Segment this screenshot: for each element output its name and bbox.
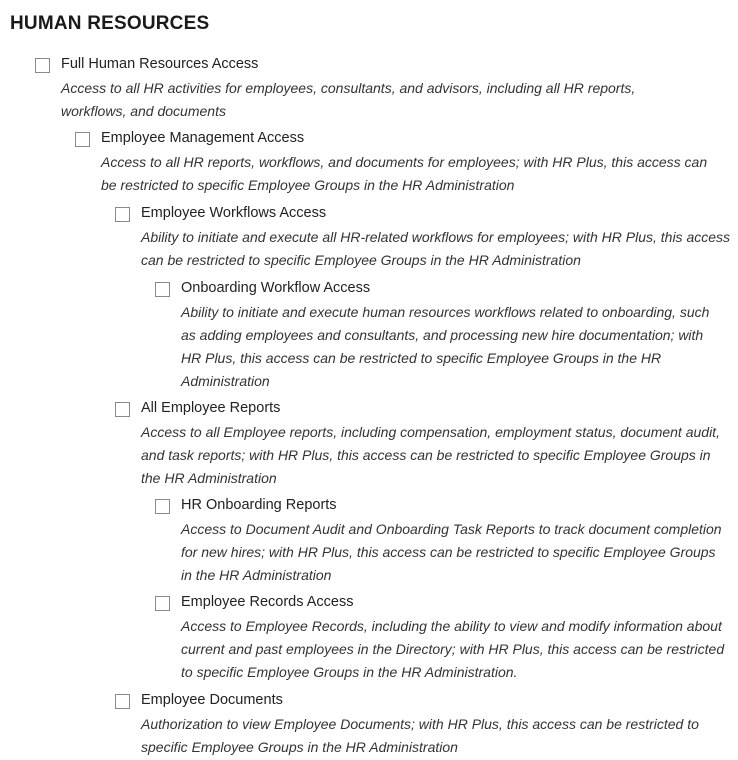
onboarding-workflow-checkbox[interactable]	[155, 282, 170, 297]
employee-documents-checkbox[interactable]	[115, 694, 130, 709]
hr-onboarding-reports-checkbox[interactable]	[155, 499, 170, 514]
all-employee-reports-checkbox[interactable]	[115, 402, 130, 417]
employee-management-checkbox[interactable]	[75, 132, 90, 147]
employee-workflows-checkbox[interactable]	[115, 207, 130, 222]
permission-label: Full Human Resources Access	[61, 56, 259, 72]
full-hr-access-checkbox[interactable]	[35, 58, 50, 73]
employee-records-checkbox[interactable]	[155, 596, 170, 611]
permission-label: Employee Workflows Access	[141, 205, 327, 221]
section-title: HUMAN RESOURCES	[10, 13, 210, 34]
permission-description: Access to all HR reports, workflows, and documents for employees; with HR Plus, this access can be restricted to specific Employee Groups in the HR Administration	[101, 154, 708, 193]
permission-description: Authorization to view Employee Documents; with HR Plus, this access can be restricted to specific Employee Groups in the HR Administration	[141, 716, 699, 755]
permission-label: Onboarding Workflow Access	[181, 280, 371, 296]
permission-description: Access to all Employee reports, including compensation, employment status, document audit, and task reports; with HR Plus, this access can be restricted to specific Employee Groups in the HR Administration	[141, 424, 720, 486]
permission-label: HR Onboarding Reports	[181, 497, 337, 513]
permission-description: Access to Employee Records, including the ability to view and modify information about current and past employees in the Directory; with HR Plus, this access can be restricted to specific Employee Groups in the HR Administration.	[181, 618, 725, 680]
permission-description: Ability to initiate and execute human resources workflows related to onboarding, such as adding employees and consultants, and processing new hire documentation; with HR Plus, this access can be restricted to specific Employee Groups in the HR Administration	[181, 304, 710, 389]
permission-label: Employee Management Access	[101, 130, 305, 146]
permission-label: Employee Records Access	[181, 594, 354, 610]
permission-description: Access to all HR activities for employees, consultants, and advisors, including all HR reports, workflows, and documents	[61, 80, 636, 119]
permission-description: Access to Document Audit and Onboarding Task Reports to track document completion for new hires; with HR Plus, this access can be restricted to specific Employee Groups in the HR Administration	[181, 521, 722, 583]
permission-label: Employee Documents	[141, 692, 283, 708]
permission-label: All Employee Reports	[141, 400, 281, 416]
permission-description: Ability to initiate and execute all HR-related workflows for employees; with HR Plus, this access can be restricted to specific Employee Groups in the HR Administration	[141, 229, 731, 268]
